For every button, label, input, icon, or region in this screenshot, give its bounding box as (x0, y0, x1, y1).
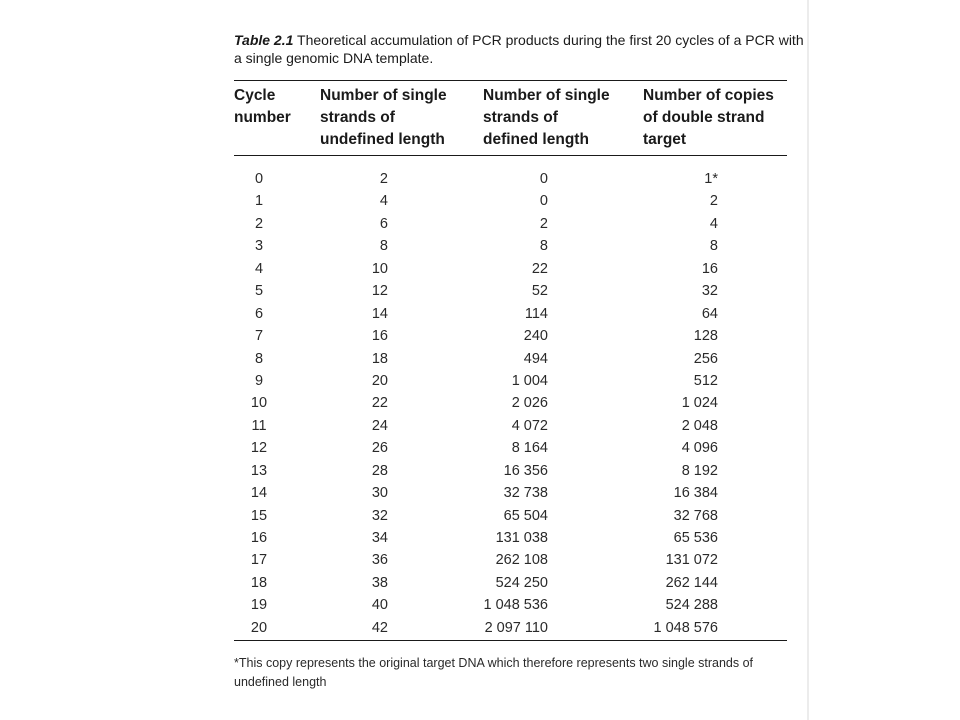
double-strand-copies-cell: 8 192 (681, 462, 718, 479)
table-header-rule (234, 155, 787, 156)
double-strand-copies-cell: 2 048 (681, 417, 718, 434)
header-line: Number of single (483, 87, 610, 104)
undefined-strands-cell: 36 (371, 552, 388, 569)
defined-strands-cell: 2 026 (511, 395, 548, 412)
table-row (234, 415, 787, 437)
table-row (234, 258, 787, 280)
header-line: number (234, 109, 291, 126)
undefined-strands-cell: 10 (371, 260, 388, 277)
double-strand-copies-cell: 1* (704, 171, 718, 187)
double-strand-copies-cell: 262 144 (665, 574, 718, 591)
table-row (234, 482, 787, 504)
table-body (234, 168, 787, 639)
defined-strands-cell: 2 (539, 215, 548, 232)
table-top-rule (234, 80, 787, 81)
undefined-strands-cell: 2 (379, 171, 388, 187)
table-row (234, 325, 787, 347)
double-strand-copies-cell: 16 (701, 260, 718, 277)
defined-strands-cell: 131 038 (495, 530, 548, 546)
double-strand-copies-cell: 131 072 (665, 552, 718, 569)
undefined-strands-cell: 24 (371, 417, 388, 434)
double-strand-copies-cell: 16 384 (673, 485, 718, 502)
table-caption-label: Table 2.1 (234, 32, 294, 48)
undefined-strands-cell: 14 (371, 305, 388, 322)
undefined-strands-cell: 28 (371, 462, 388, 479)
undefined-strands-cell: 34 (371, 530, 388, 546)
table-row (234, 617, 787, 639)
double-strand-copies-cell: 32 768 (673, 507, 718, 524)
defined-strands-cell: 52 (531, 283, 548, 300)
undefined-strands-cell: 22 (371, 395, 388, 412)
defined-strands-cell: 65 504 (503, 507, 548, 524)
cycle-cell: 9 (254, 372, 264, 389)
scan-edge (807, 0, 809, 720)
table-row (234, 392, 787, 414)
undefined-strands-cell: 32 (371, 507, 388, 524)
defined-strands-cell: 8 164 (511, 440, 548, 457)
cycle-cell: 15 (250, 507, 268, 524)
cycle-cell: 16 (250, 530, 268, 546)
double-strand-copies-cell: 4 096 (681, 440, 718, 457)
cycle-cell: 4 (254, 260, 264, 277)
undefined-strands-cell: 6 (379, 215, 388, 232)
defined-strands-cell: 262 108 (495, 552, 548, 569)
column-header-defined-strands (483, 85, 610, 151)
table-row (234, 505, 787, 527)
cycle-cell: 2 (254, 215, 264, 232)
defined-strands-cell: 494 (523, 350, 548, 367)
undefined-strands-cell: 30 (371, 485, 388, 502)
defined-strands-cell: 240 (523, 328, 548, 345)
defined-strands-cell: 16 356 (503, 462, 548, 479)
double-strand-copies-cell: 524 288 (665, 597, 718, 614)
table-row (234, 594, 787, 616)
header-line: defined length (483, 131, 589, 148)
table-row (234, 348, 787, 370)
undefined-strands-cell: 8 (379, 238, 388, 255)
table-row (234, 190, 787, 212)
double-strand-copies-cell: 32 (701, 283, 718, 300)
table-row (234, 549, 787, 571)
cycle-cell: 8 (254, 350, 264, 367)
double-strand-copies-cell: 1 048 576 (653, 619, 718, 636)
table-row (234, 460, 787, 482)
defined-strands-cell: 524 250 (495, 574, 548, 591)
defined-strands-cell: 22 (531, 260, 548, 277)
column-header-double-strand-copies (643, 85, 774, 151)
cycle-cell: 11 (251, 417, 267, 434)
undefined-strands-cell: 12 (371, 283, 388, 300)
double-strand-copies-cell: 4 (709, 215, 718, 232)
table-caption (234, 31, 804, 67)
cycle-cell: 10 (250, 395, 268, 412)
table-row (234, 213, 787, 235)
undefined-strands-cell: 38 (371, 574, 388, 591)
defined-strands-cell: 0 (539, 171, 548, 187)
undefined-strands-cell: 4 (379, 193, 388, 210)
column-header-undefined-strands (320, 85, 447, 151)
header-line: Number of copies (643, 87, 774, 104)
undefined-strands-cell: 26 (371, 440, 388, 457)
table-row (234, 303, 787, 325)
table-row (234, 370, 787, 392)
cycle-cell: 14 (250, 485, 268, 502)
header-line: target (643, 131, 687, 148)
cycle-cell: 7 (254, 328, 264, 345)
double-strand-copies-cell: 64 (701, 305, 718, 322)
table-row (234, 527, 787, 549)
table-row (234, 168, 787, 190)
cycle-cell: 20 (250, 619, 268, 636)
undefined-strands-cell: 20 (371, 372, 388, 389)
cycle-cell: 6 (254, 305, 264, 322)
defined-strands-cell: 1 048 536 (483, 597, 548, 614)
table-footnote: *This copy represents the original target DNA which therefore represents two single strands of undefined length (234, 656, 754, 689)
double-strand-copies-cell: 512 (693, 372, 718, 389)
undefined-strands-cell: 42 (371, 619, 388, 636)
cycle-cell: 17 (250, 552, 268, 569)
double-strand-copies-cell: 1 024 (681, 395, 718, 412)
cycle-cell: 13 (250, 462, 268, 479)
cycle-cell: 5 (254, 283, 264, 300)
defined-strands-cell: 32 738 (503, 485, 548, 502)
defined-strands-cell: 4 072 (511, 417, 548, 434)
defined-strands-cell: 114 (524, 305, 548, 322)
header-line: strands of (320, 109, 395, 126)
table-row (234, 235, 787, 257)
defined-strands-cell: 2 097 110 (484, 619, 548, 636)
header-line: strands of (483, 109, 558, 126)
double-strand-copies-cell: 256 (693, 350, 718, 367)
header-line: undefined length (320, 131, 445, 148)
undefined-strands-cell: 40 (371, 597, 388, 614)
double-strand-copies-cell: 128 (693, 328, 718, 345)
cycle-cell: 3 (254, 238, 264, 255)
undefined-strands-cell: 16 (371, 328, 388, 345)
column-header-cycle (234, 85, 291, 129)
header-line: of double strand (643, 109, 765, 126)
table-row (234, 280, 787, 302)
double-strand-copies-cell: 8 (709, 238, 718, 255)
double-strand-copies-cell: 65 536 (673, 530, 718, 546)
defined-strands-cell: 8 (539, 238, 548, 255)
cycle-cell: 12 (250, 440, 268, 457)
header-line: Cycle (234, 87, 276, 104)
double-strand-copies-cell: 2 (709, 193, 718, 210)
cycle-cell: 19 (250, 597, 268, 614)
cycle-cell: 0 (254, 171, 264, 187)
table-row (234, 437, 787, 459)
table-caption-text: Theoretical accumulation of PCR products during the first 20 cycles of a PCR with a single genomic DNA template. (234, 32, 804, 66)
undefined-strands-cell: 18 (371, 350, 388, 367)
defined-strands-cell: 1 004 (511, 372, 548, 389)
header-line: Number of single (320, 87, 447, 104)
table-row (234, 572, 787, 594)
cycle-cell: 1 (254, 193, 264, 210)
table-bottom-rule (234, 640, 787, 641)
cycle-cell: 18 (250, 574, 268, 591)
defined-strands-cell: 0 (539, 193, 548, 210)
